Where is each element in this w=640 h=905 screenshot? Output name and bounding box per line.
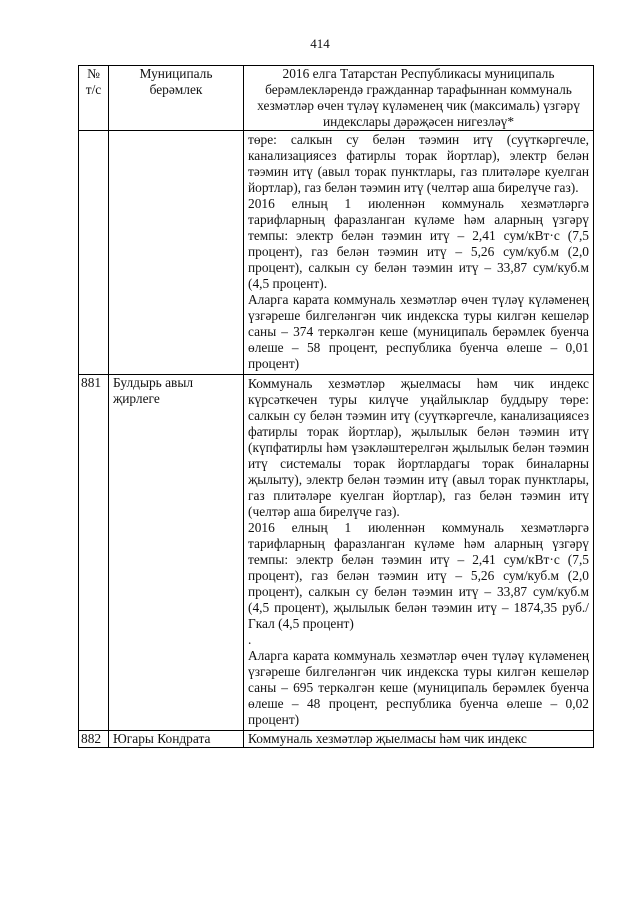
description-paragraph: Аларга карата коммуналь хезмәтләр өчен түләү күләменең үзгәреше билгеләнгән чик индекска туры килгән кешеләр саны – 374 теркәлгән кеше (муниципаль берәмлек буенча өлеше – 58 процент, республика буенча өлеше – 0,01 процент) [248, 292, 589, 371]
row-number [79, 131, 109, 375]
header-municipality: Муниципаль берәмлек [109, 66, 244, 131]
row-description [244, 375, 594, 731]
description-paragraph: Аларга карата коммуналь хезмәтләр өчен түләү күләменең үзгәреше билгеләнгән чик индекска туры килгән кешеләр саны – 695 теркәлгән кеше (муниципаль берәмлек буенча өлеше – 48 процент, республика буенча өлеше – 0,02 процент) [248, 648, 589, 727]
table-row [79, 731, 594, 748]
description-paragraph: 2016 елның 1 июленнән коммуналь хезмәтләргә тарифларның фаразланган күләме һәм аларның үзгәрү темпы: электр белән тәэмин итү – 2,41 сум/кВт·с (7,5 процент), газ белән тәэмин итү – 5,26 сум/куб.м (2,0 процент), салкын су белән тәэмин итү – 33,87 сум/куб.м (4,5 процент), җылылык белән тәэмин итү – 1874,35 руб./Гкал (4,5 процент) [248, 520, 589, 631]
description-paragraph: Коммуналь хезмәтләр җыелмасы һәм чик индекс [248, 731, 527, 746]
tariff-index-table [78, 65, 594, 748]
description-paragraph: 2016 елның 1 июленнән коммуналь хезмәтләргә тарифларның фаразланган күләме һәм аларның үзгәрү темпы: электр белән тәэмин итү – 2,41 сум/кВт·с (7,5 процент), газ белән тәэмин итү – 5,26 сум/куб.м (2,0 процент), салкын су белән тәэмин итү – 33,87 сум/куб.м (4,5 процент). [248, 196, 589, 291]
table-row [79, 375, 594, 731]
row-number: 882 [79, 731, 109, 748]
header-number: № т/с [79, 66, 109, 131]
row-municipality: Булдырь авыл җирлеге [109, 375, 244, 731]
description-paragraph: Коммуналь хезмәтләр җыелмасы һәм чик индекс күрсәткечен туры килүче уңайлыклар буддыру төре: салкын су белән тәэмин итү (суүткәргечле, канализациясез фатирлы торак йортлар), җылылык белән тәэмин итү (күпфатирлы һәм үзәкләштерелгән җылылык белән тәэмин итү системалы торак йортлардагы торак биналарны җылыту), электр белән тәэмин итү (авыл торак пунктлары, газ плитәләре куелган йортлар), газ белән тәэмин итү (челтәр аша бирелүче газ). [248, 376, 589, 519]
row-municipality: Югары Кондрата [109, 731, 244, 748]
description-paragraph: төре: салкын су белән тәэмин итү (суүткәргечле, канализациясез фатирлы торак йортлар), электр белән тәэмин итү (авыл торак пунктлары, газ плитәләре куелган йортлар), газ белән тәэмин итү (челтәр аша бирелүче газ). [248, 132, 589, 195]
row-municipality [109, 131, 244, 375]
row-description [244, 731, 594, 748]
table-row [79, 131, 594, 375]
description-paragraph: . [248, 632, 252, 647]
row-number: 881 [79, 375, 109, 731]
header-description: 2016 елга Татарстан Республикасы муниципаль берәмлекләрендә гражданнар тарафыннан коммуналь хезмәтләр өчен түләү күләменең чик (максималь) үзгәрү индекслары дәрәҗәсен нигезләү* [244, 66, 594, 131]
table-header-row [79, 66, 594, 131]
row-description [244, 131, 594, 375]
page-number: 414 [310, 36, 330, 51]
